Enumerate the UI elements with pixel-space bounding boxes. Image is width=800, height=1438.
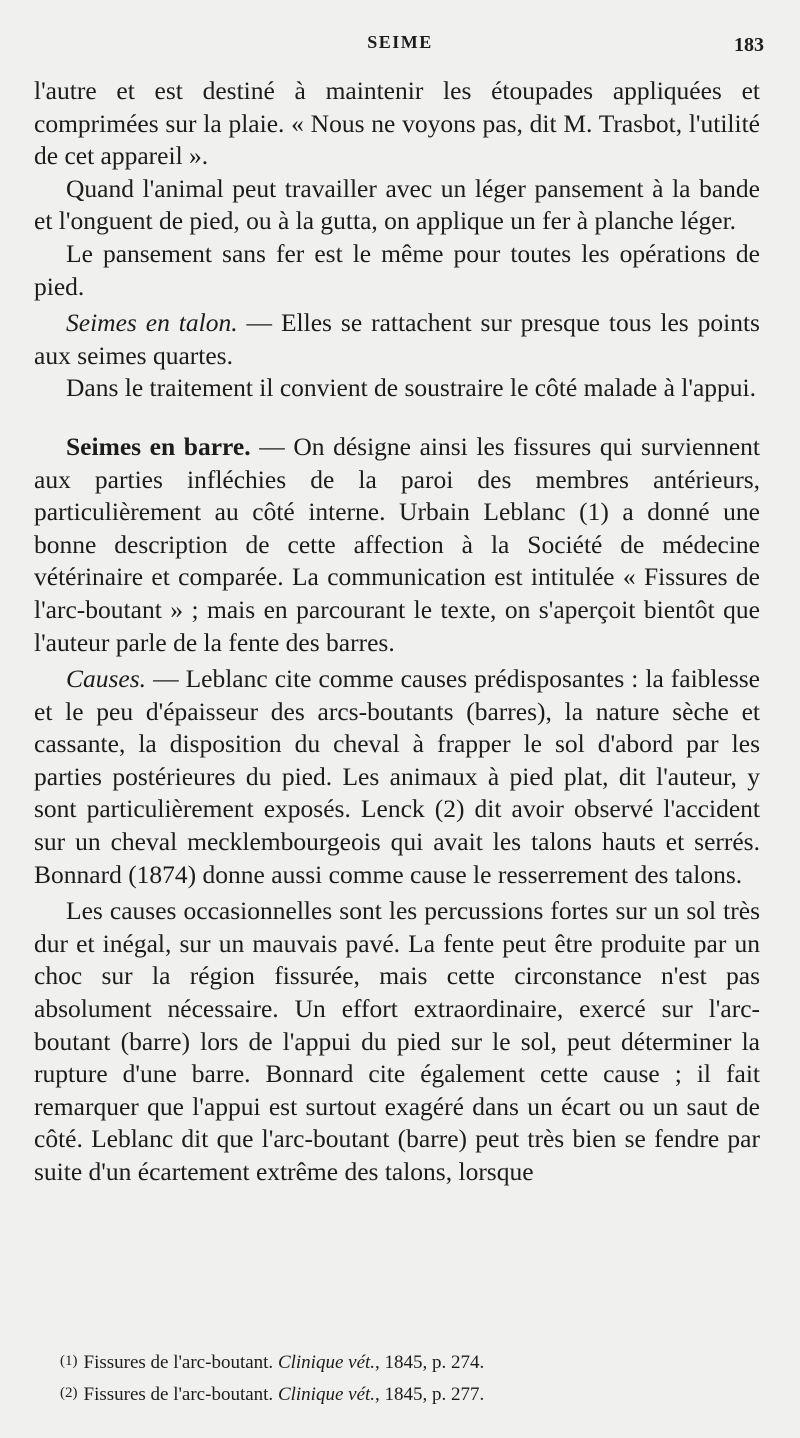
section-heading: Seimes en talon.: [66, 308, 238, 338]
paragraph-text: Les causes occasionnelles sont les percussions fortes sur un sol très dur et inégal, sur un mauvais pavé. La fente peut être produite par un choc sur la région fissurée, mais cette circonstance n'est pas absolument nécessaire. Un effort extraordinaire, exercé sur l'arc-boutant (barre) lors de l'appui du pied sur le sol, peut déterminer la rupture d'une barre. Bonnard cite également cette cause ; il fait remarquer que l'appui est surtout exagéré dans un écart ou un saut de côté. Leblanc dit que l'arc-boutant (barre) peut très bien se fendre par suite d'un écartement extrême des talons, lorsque: [34, 896, 760, 1186]
footnote-title: Fissures de l'arc-boutant.: [83, 1384, 278, 1405]
footnotes: [60, 1346, 760, 1410]
paragraph-text: — Leblanc cite comme causes prédisposantes : la faiblesse et le peu d'épaisseur des arcs-boutants (barres), la nature sèche et cassante, la disposition du cheval à frapper le sol d'abord par les parties postérieures du pied. Les animaux à pied plat, dit l'auteur, y sont particulièrement exposés. Lenck (2) dit avoir observé l'accident sur un cheval mecklembourgeois qui avait les talons hauts et serrés. Bonnard (1874) donne aussi comme cause le resserrement des talons.: [34, 664, 760, 889]
paragraph-text: Le pansement sans fer est le même pour toutes les opérations de pied.: [34, 238, 760, 301]
paragraph-text: Quand l'animal peut travailler avec un léger pansement à la bande et l'onguent de pied, ou à la gutta, on applique un fer à planche léger.: [34, 173, 760, 236]
footnote: [60, 1346, 760, 1378]
section-heading: Seimes en barre.: [66, 431, 251, 461]
paragraph: [34, 75, 760, 173]
paragraph: [34, 663, 760, 891]
footnote: [60, 1378, 760, 1410]
paragraph-text: — On désigne ainsi les fissures qui surviennent aux parties infléchies de la paroi des membres antérieurs, particulièrement au côté interne. Urbain Leblanc (1) a donné une bonne description de cette affection à la Société de médecine vétérinaire et comparée. La communication est intitulée « Fissures de l'arc-boutant » ; mais en parcourant le texte, on s'aperçoit bientôt que l'auteur parle de la fente des barres.: [34, 431, 760, 657]
paragraph: [34, 307, 760, 372]
paragraph: [34, 372, 760, 405]
section-heading: Causes.: [66, 664, 147, 694]
page-header: [0, 30, 800, 60]
paragraph: [34, 895, 760, 1188]
paragraph: [34, 431, 760, 659]
footnote-ref: , 1845, p. 274.: [375, 1352, 485, 1373]
footnote-source: Clinique vét.: [277, 1384, 376, 1405]
footnote-mark: (2): [60, 1385, 78, 1401]
paragraph-text: Dans le traitement il convient de soustraire le côté malade à l'appui.: [66, 373, 757, 403]
footnote-ref: , 1845, p. 277.: [375, 1384, 485, 1405]
footnote-source: Clinique vét.: [277, 1352, 376, 1373]
paragraph-text: — Elles se rattachent sur presque tous les points aux seimes quartes.: [34, 308, 760, 370]
paragraph: [34, 238, 760, 303]
body-text: [34, 75, 760, 1189]
paragraph: [34, 173, 760, 238]
footnote-mark: (1): [60, 1353, 78, 1369]
paragraph-text: l'autre et est destiné à maintenir les étoupades appliquées et comprimées sur la plaie. « Nous ne voyons pas, dit M. Trasbot, l'utilité de cet appareil ».: [34, 76, 760, 171]
footnote-title: Fissures de l'arc-boutant.: [83, 1352, 278, 1373]
running-title: SEIME: [367, 32, 433, 52]
page-number: 183: [734, 34, 764, 56]
